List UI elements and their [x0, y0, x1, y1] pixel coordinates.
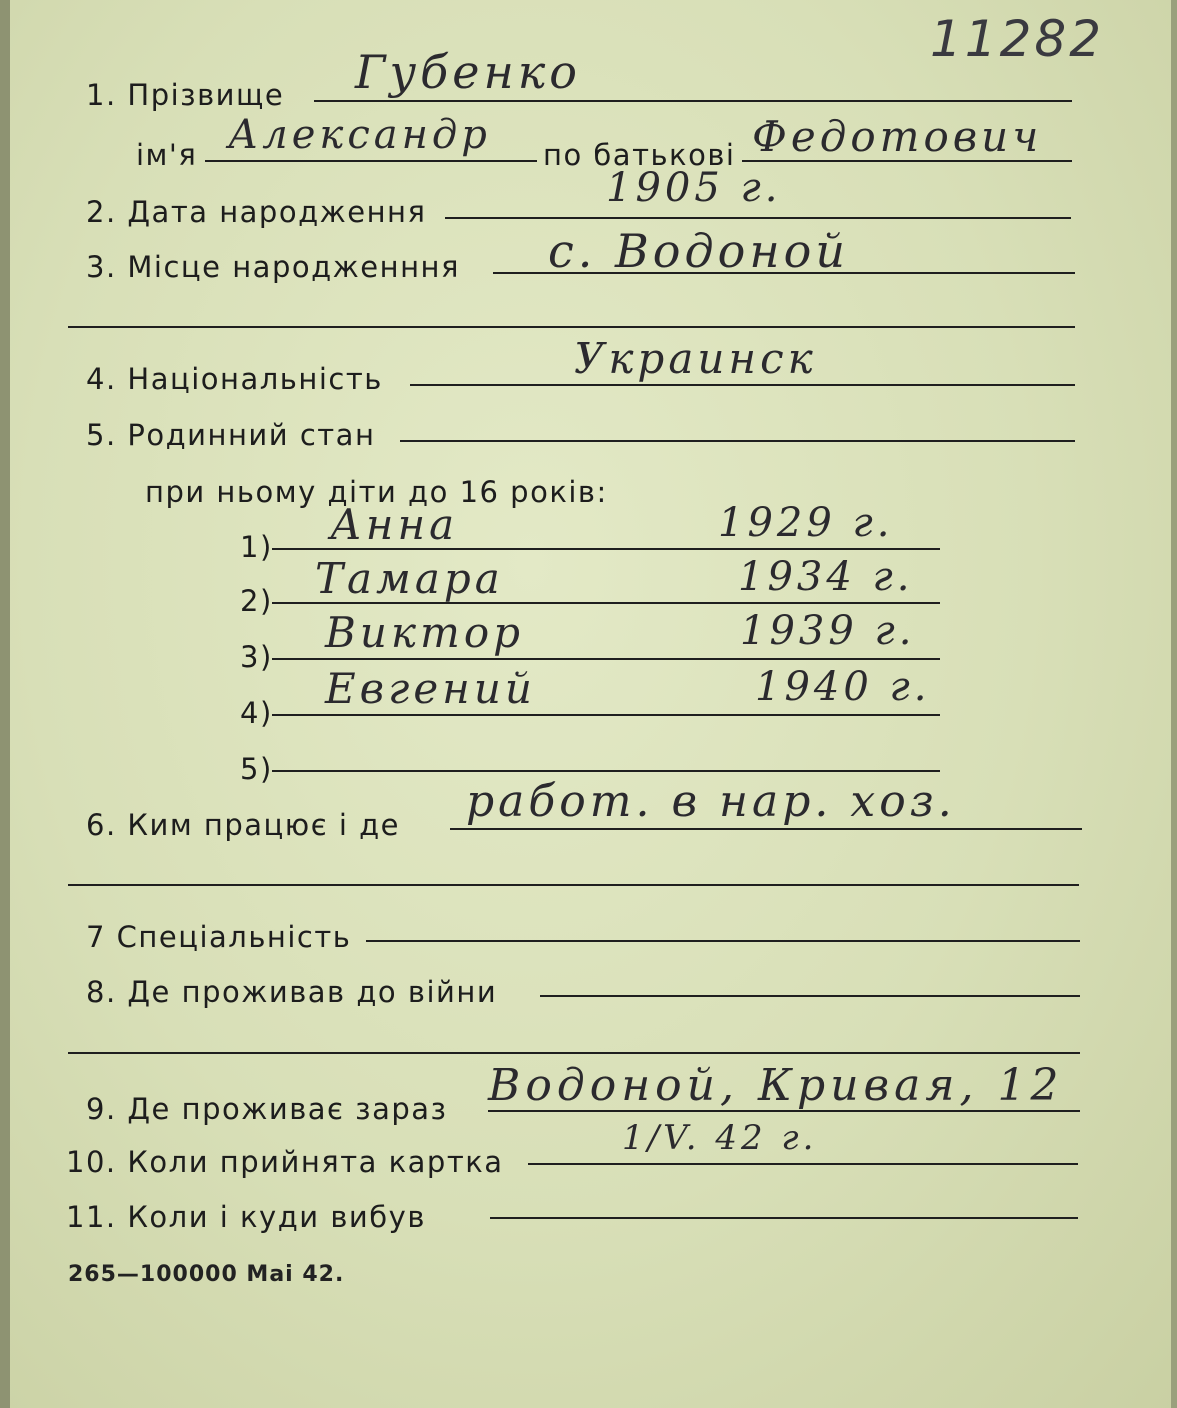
marital-status-label: 5. Родинний стан: [86, 418, 376, 452]
first-name-value: Александр: [228, 112, 491, 158]
current-residence-value: Водоной, Кривая, 12: [488, 1060, 1064, 1111]
prewar-residence-extra-line: [68, 1052, 1080, 1054]
child-number: 1): [240, 530, 273, 564]
first-name-label: ім'я: [136, 138, 198, 172]
occupation-value: работ. в нар. хоз.: [466, 776, 956, 827]
departed-line: [490, 1217, 1078, 1219]
marital-status-line: [400, 440, 1075, 442]
card-right-edge: [1171, 0, 1177, 1408]
child-number: 5): [240, 752, 273, 786]
archive-number: 11282: [930, 10, 1105, 68]
child-line: [272, 770, 940, 772]
card-left-edge: [0, 0, 10, 1408]
occupation-line: [450, 828, 1082, 830]
birth-place-label: 3. Місце народженння: [86, 250, 460, 284]
patronymic-value: Федотович: [752, 112, 1043, 161]
nationality-value: Украинск: [574, 334, 817, 383]
birth-date-label: 2. Дата народження: [86, 195, 427, 229]
nationality-line: [410, 384, 1075, 386]
children-label: при ньому діти до 16 років:: [145, 475, 608, 509]
patronymic-label: по батькові: [543, 138, 736, 172]
prewar-residence-line: [540, 995, 1080, 997]
child-year: 1940 г.: [755, 664, 931, 710]
birth-place-value: с. Водоной: [548, 224, 849, 278]
occupation-extra-line: [68, 884, 1079, 886]
child-number: 3): [240, 640, 273, 674]
birth-place-extra-line: [68, 326, 1075, 328]
specialty-line: [366, 940, 1080, 942]
surname-line: [314, 100, 1072, 102]
child-name: Анна: [330, 500, 459, 549]
current-residence-label: 9. Де проживає зараз: [86, 1092, 448, 1126]
birth-date-value: 1905 г.: [606, 165, 782, 211]
card-accepted-line: [528, 1163, 1078, 1165]
child-year: 1929 г.: [718, 500, 894, 546]
child-name: Виктор: [325, 608, 524, 657]
child-name: Тамара: [315, 554, 504, 603]
prewar-residence-label: 8. Де проживав до війни: [86, 975, 498, 1009]
child-line: [272, 714, 940, 716]
occupation-label: 6. Ким працює і де: [86, 808, 401, 842]
nationality-label: 4. Національність: [86, 362, 383, 396]
print-info-footer: 265—100000 Mai 42.: [68, 1262, 345, 1287]
card-accepted-value: 1/V. 42 г.: [622, 1118, 818, 1158]
card-accepted-label: 10. Коли прийнята картка: [66, 1145, 504, 1179]
specialty-label: 7 Спеціальність: [86, 920, 352, 954]
child-year: 1934 г.: [738, 554, 914, 600]
child-year: 1939 г.: [740, 608, 916, 654]
child-name: Евгений: [325, 664, 536, 713]
child-number: 4): [240, 696, 273, 730]
first-name-line: [205, 160, 537, 162]
child-number: 2): [240, 584, 273, 618]
birth-date-line: [445, 217, 1071, 219]
surname-label: 1. Прізвище: [86, 78, 285, 112]
surname-value: Губенко: [355, 45, 581, 99]
departed-label: 11. Коли і куди вибув: [66, 1200, 426, 1234]
child-line: [272, 658, 940, 660]
